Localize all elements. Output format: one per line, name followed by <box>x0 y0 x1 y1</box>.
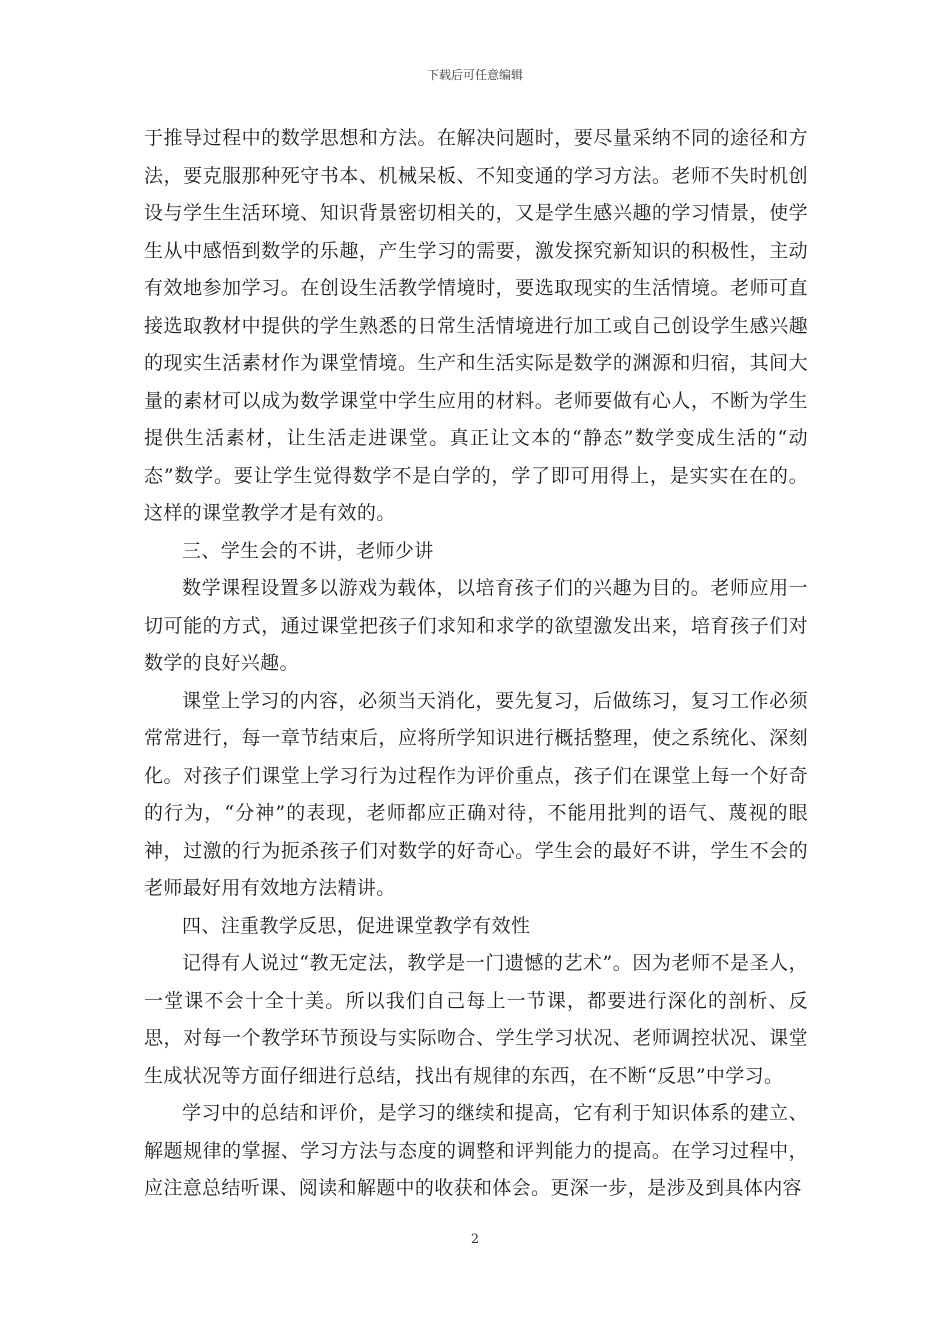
paragraph: 学习中的总结和评价，是学习的继续和提高，它有利于知识体系的建立、解题规律的掌握、学习方法与态度的调整和评判能力的提高。在学习过程中，应注意总结听课、阅读和解题中的收获和体会。更深一步，是涉及到具体内容 <box>144 1102 808 1199</box>
page-number: 2 <box>470 1232 480 1247</box>
section-heading-4: 四、注重教学反思，促进课堂教学有效性 <box>182 914 531 937</box>
section-heading-3: 三、学生会的不讲，老师少讲 <box>182 539 434 562</box>
document-body <box>144 120 808 1208</box>
paragraph-continuation: 于推导过程中的数学思想和方法。在解决问题时，要尽量采纳不同的途径和方法，要克服那种死守书本、机械呆板、不知变通的学习方法。老师不失时机创设与学生生活环境、知识背景密切相关的，又是学生感兴趣的学习情景，使学生从中感悟到数学的乐趣，产生学习的需要，激发探究新知识的积极性，主动有效地参加学习。在创设生活教学情境时，要选取现实的生活情境。老师可直接选取教材中提供的学生熟悉的日常生活情境进行加工或自己创设学生感兴趣的现实生活素材作为课堂情境。生产和生活实际是数学的渊源和归宿，其间大量的素材可以成为数学课堂中学生应用的材料。老师要做有心人，不断为学生提供生活素材，让生活走进课堂。真正让文本的“静态”数学变成生活的“动态”数学。要让学生觉得数学不是白学的，学了即可用得上，是实实在在的。这样的课堂教学才是有效的。 <box>144 127 808 524</box>
paragraph: 课堂上学习的内容，必须当天消化，要先复习，后做练习，复习工作必须常常进行，每一章节结束后，应将所学知识进行概括整理，使之系统化、深刻化。对孩子们课堂上学习行为过程作为评价重点，孩子们在课堂上每一个好奇的行为，“分神”的表现，老师都应正确对待，不能用批判的语气、蔑视的眼神，过激的行为扼杀孩子们对数学的好奇心。学生会的最好不讲，学生不会的老师最好用有效地方法精讲。 <box>144 689 808 899</box>
paragraph: 记得有人说过“教无定法，教学是一门遗憾的艺术”。因为老师不是圣人，一堂课不会十全十美。所以我们自己每上一节课，都要进行深化的剖析、反思，对每一个教学环节预设与实际吻合、学生学习状况、老师调控状况、课堂生成状况等方面仔细进行总结，找出有规律的东西，在不断“反思”中学习。 <box>144 952 808 1087</box>
page-header: 下载后可任意编辑 <box>426 68 523 82</box>
paragraph: 数学课程设置多以游戏为载体，以培育孩子们的兴趣为目的。老师应用一切可能的方式，通过课堂把孩子们求知和求学的欲望激发出来，培育孩子们对数学的良好兴趣。 <box>144 577 808 674</box>
